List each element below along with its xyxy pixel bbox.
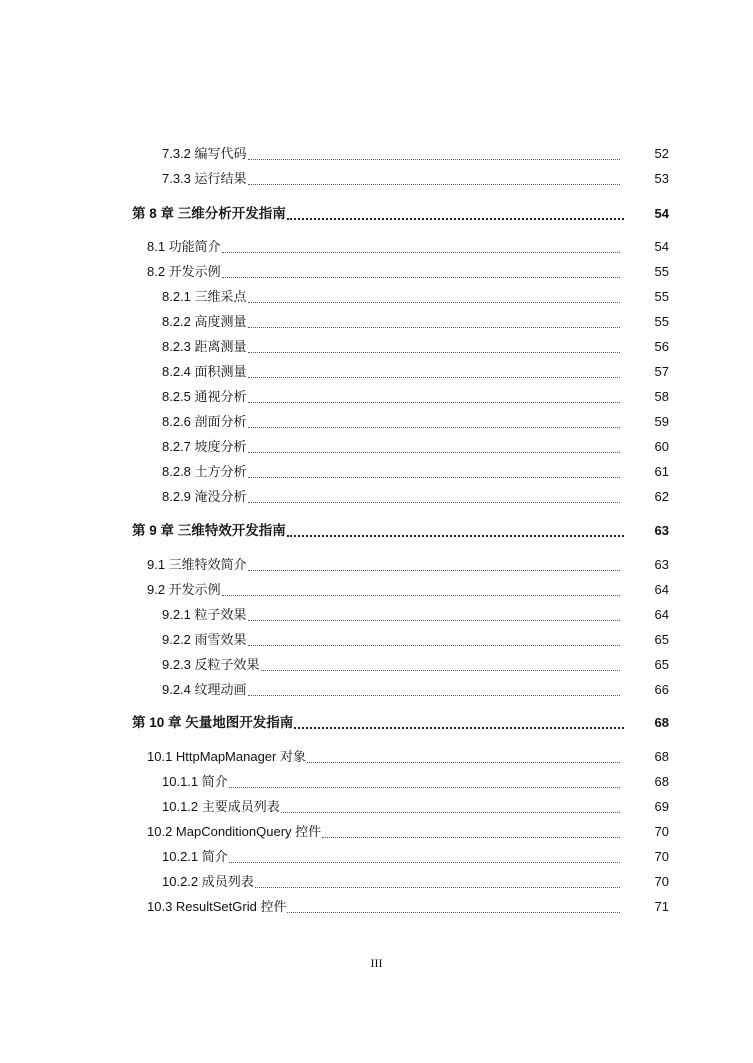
dot-leader	[248, 376, 620, 378]
toc-page-number: 68	[654, 774, 669, 789]
toc-page-number: 54	[654, 206, 669, 221]
toc-entry-title: 第 9 章 三维特效开发指南	[132, 523, 286, 538]
toc-subsection-entry[interactable]	[0, 604, 753, 626]
toc-entry-title: 8.2.7 坡度分析	[162, 439, 247, 454]
toc-chapter-entry[interactable]	[0, 520, 753, 542]
toc-entry-title: 10.2 MapConditionQuery 控件	[147, 824, 322, 839]
toc-subsection-entry[interactable]	[0, 461, 753, 483]
toc-page-number: 55	[654, 289, 669, 304]
toc-entry-title: 8.1 功能简介	[147, 239, 221, 254]
toc-entry-title: 9.2.1 粒子效果	[162, 607, 247, 622]
toc-page-number: 64	[654, 607, 669, 622]
toc-entry-title: 10.2.2 成员列表	[162, 874, 254, 889]
dot-leader	[248, 476, 620, 478]
toc-entry-title: 8.2.6 剖面分析	[162, 414, 247, 429]
toc-page-number: 57	[654, 364, 669, 379]
toc-entry-title: 第 10 章 矢量地图开发指南	[132, 715, 294, 730]
dot-leader	[248, 351, 620, 353]
toc-page-number: 55	[654, 264, 669, 279]
dot-leader	[222, 251, 620, 253]
toc-chapter-entry[interactable]	[0, 203, 753, 225]
toc-page-number: 55	[654, 314, 669, 329]
toc-page-number: 70	[654, 824, 669, 839]
dot-leader	[248, 301, 620, 303]
toc-page-number: 63	[654, 523, 669, 538]
toc-page-number: 60	[654, 439, 669, 454]
toc-subsection-entry[interactable]	[0, 411, 753, 433]
toc-subsection-entry[interactable]	[0, 846, 753, 868]
dot-leader	[229, 861, 620, 863]
dot-leader	[294, 726, 624, 729]
toc-entry-title: 10.3 ResultSetGrid 控件	[147, 899, 287, 914]
toc-entry-title: 10.2.1 简介	[162, 849, 228, 864]
toc-entry-title: 8.2.2 高度测量	[162, 314, 247, 329]
toc-page-number: 63	[654, 557, 669, 572]
toc-entry-title: 9.1 三维特效简介	[147, 557, 247, 572]
toc-page-number: 52	[654, 146, 669, 161]
dot-leader	[248, 426, 620, 428]
toc-page-number: 65	[654, 657, 669, 672]
toc-subsection-entry[interactable]	[0, 679, 753, 701]
toc-page-number: 69	[654, 799, 669, 814]
toc-entry-title: 7.3.3 运行结果	[162, 171, 247, 186]
dot-leader	[248, 619, 620, 621]
dot-leader	[248, 644, 620, 646]
toc-entry-title: 8.2.5 通视分析	[162, 389, 247, 404]
toc-subsection-entry[interactable]	[0, 386, 753, 408]
page-number-footer: III	[370, 956, 383, 970]
toc-section-entry[interactable]	[0, 896, 753, 918]
toc-page-number: 59	[654, 414, 669, 429]
toc-page-number: 56	[654, 339, 669, 354]
toc-subsection-entry[interactable]	[0, 871, 753, 893]
toc-page-number: 65	[654, 632, 669, 647]
dot-leader	[248, 326, 620, 328]
toc-entry-title: 8.2 开发示例	[147, 264, 221, 279]
dot-leader	[322, 836, 620, 838]
dot-leader	[248, 694, 620, 696]
dot-leader	[248, 451, 620, 453]
dot-leader	[248, 158, 620, 160]
toc-entry-title: 8.2.3 距离测量	[162, 339, 247, 354]
toc-entry-title: 9.2 开发示例	[147, 582, 221, 597]
toc-entry-title: 9.2.3 反粒子效果	[162, 657, 260, 672]
dot-leader	[287, 534, 624, 537]
toc-subsection-entry[interactable]	[0, 486, 753, 508]
toc-page-number: 64	[654, 582, 669, 597]
toc-subsection-entry[interactable]	[0, 654, 753, 676]
dot-leader	[222, 276, 620, 278]
dot-leader	[248, 401, 620, 403]
toc-subsection-entry[interactable]	[0, 286, 753, 308]
toc-page-number: 53	[654, 171, 669, 186]
toc-entry-title: 7.3.2 编写代码	[162, 146, 247, 161]
toc-section-entry[interactable]	[0, 236, 753, 258]
toc-page-number: 70	[654, 874, 669, 889]
toc-subsection-entry[interactable]	[0, 168, 753, 190]
toc-page-number: 68	[654, 749, 669, 764]
toc-page-number: 61	[654, 464, 669, 479]
toc-section-entry[interactable]	[0, 554, 753, 576]
toc-subsection-entry[interactable]	[0, 629, 753, 651]
dot-leader	[287, 217, 624, 220]
dot-leader	[261, 669, 620, 671]
toc-section-entry[interactable]	[0, 746, 753, 768]
dot-leader	[307, 761, 620, 763]
toc-subsection-entry[interactable]	[0, 311, 753, 333]
toc-page-number: 62	[654, 489, 669, 504]
toc-section-entry[interactable]	[0, 261, 753, 283]
dot-leader	[255, 886, 620, 888]
toc-subsection-entry[interactable]	[0, 771, 753, 793]
toc-entry-title: 10.1.1 简介	[162, 774, 228, 789]
dot-leader	[248, 183, 620, 185]
toc-page-number: 68	[654, 715, 669, 730]
toc-page-number: 54	[654, 239, 669, 254]
dot-leader	[281, 811, 620, 813]
toc-entry-title: 第 8 章 三维分析开发指南	[132, 206, 286, 221]
toc-page-number: 71	[654, 899, 669, 914]
toc-entry-title: 8.2.8 土方分析	[162, 464, 247, 479]
toc-entry-title: 9.2.2 雨雪效果	[162, 632, 247, 647]
toc-entry-title: 10.1 HttpMapManager 对象	[147, 749, 306, 764]
toc-entry-title: 8.2.1 三维采点	[162, 289, 247, 304]
toc-entry-title: 8.2.4 面积测量	[162, 364, 247, 379]
toc-subsection-entry[interactable]	[0, 336, 753, 358]
toc-entry-title: 10.1.2 主要成员列表	[162, 799, 280, 814]
toc-section-entry[interactable]	[0, 579, 753, 601]
toc-entry-title: 9.2.4 纹理动画	[162, 682, 247, 697]
toc-subsection-entry[interactable]	[0, 436, 753, 458]
toc-page-number: 58	[654, 389, 669, 404]
dot-leader	[222, 594, 620, 596]
toc-section-entry[interactable]	[0, 821, 753, 843]
toc-subsection-entry[interactable]	[0, 361, 753, 383]
dot-leader	[229, 786, 620, 788]
dot-leader	[287, 911, 620, 913]
toc-entry-title: 8.2.9 淹没分析	[162, 489, 247, 504]
dot-leader	[248, 569, 620, 571]
toc-page-number: 70	[654, 849, 669, 864]
toc-subsection-entry[interactable]	[0, 796, 753, 818]
dot-leader	[248, 501, 620, 503]
toc-chapter-entry[interactable]	[0, 712, 753, 734]
toc-page-number: 66	[654, 682, 669, 697]
toc-subsection-entry[interactable]	[0, 143, 753, 165]
